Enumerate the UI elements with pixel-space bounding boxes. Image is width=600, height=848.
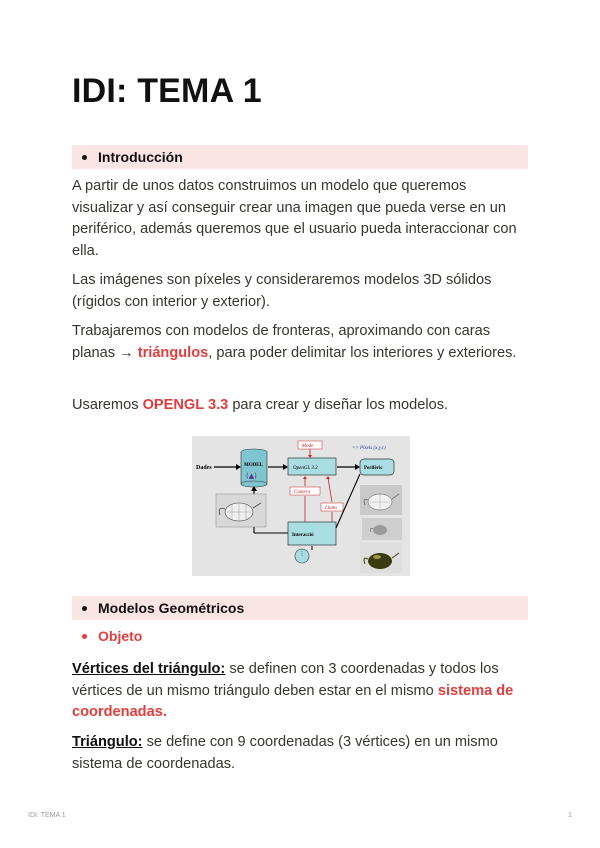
arrow-head	[303, 476, 307, 479]
paragraph-intro: A partir de unos datos construimos un modelo que queremos visualizar y así conseguir crear una imagen que pueda verse en un periférico, además queremos que el usuario pueda interaccionar con ella.	[72, 178, 517, 259]
section-introduccion	[72, 145, 528, 169]
label-camera: Camera	[294, 490, 311, 495]
label-periferic: Perifèric	[364, 466, 383, 471]
teapot-flat-icon	[362, 518, 402, 540]
arrow-head	[308, 455, 312, 458]
arrow-head	[283, 464, 288, 470]
section-label: Modelos Geométricos	[98, 600, 245, 616]
paragraph-imagenes: Las imágenes son píxeles y consideraremos modelos 3D sólidos (rígidos con interior y exterior).	[72, 272, 492, 310]
paragraph-opengl	[72, 395, 528, 417]
paragraph-vertices	[72, 659, 528, 724]
highlight-triangulos: triángulos	[137, 344, 209, 361]
label-pixels: => Píxels (x,y,c)	[352, 446, 386, 451]
label-opengl: OpenGL 3.3	[293, 466, 318, 471]
bullet-dot	[82, 155, 87, 160]
paragraph-fronteras	[72, 321, 528, 364]
pipeline-diagram-svg	[192, 436, 410, 576]
arrow	[336, 474, 360, 528]
text: Trabajaremos con modelos de fronteras, aproximando con caras planas →	[72, 323, 491, 361]
page-title: IDI: TEMA 1	[72, 72, 262, 110]
highlight-opengl: OPENGL 3.3	[142, 397, 229, 413]
term-triangulo: Triángulo:	[72, 734, 143, 750]
teapot-wire-icon	[216, 494, 266, 527]
footer-title: IDI: TEMA 1	[28, 812, 66, 819]
label-interaccio: Interacció	[292, 533, 314, 538]
bullet-objeto	[82, 628, 142, 644]
label-dades: Dades	[196, 465, 212, 471]
arrow-head	[355, 464, 360, 470]
text: para crear y diseñar los modelos.	[228, 397, 449, 413]
text: se definen con 3 coordenadas y todos los vértices de un mismo triángulo deben estar en el mismo	[72, 661, 499, 699]
arrow	[328, 478, 332, 502]
label-llums: Llums	[325, 506, 338, 511]
text: se define con 9 coordenadas (3 vértices) en un mismo sistema de coordenadas.	[72, 734, 498, 772]
label-model: MODEL	[244, 463, 263, 468]
text: , para poder delimitar los interiores y exteriores.	[208, 344, 517, 361]
highlight-sistema: sistema de coordenadas.	[72, 682, 514, 720]
term-vertices: Vértices del triángulo:	[72, 661, 226, 677]
section-modelos-geometricos	[72, 596, 528, 620]
model-glyph: (▲)	[246, 472, 257, 480]
teapot-shaded-icon	[360, 543, 402, 573]
objeto-label: Objeto	[98, 628, 143, 644]
section-label: Introducción	[98, 149, 183, 165]
paragraph-triangulo	[72, 732, 528, 775]
pipeline-diagram	[192, 436, 410, 576]
label-mode: Mode	[302, 444, 314, 449]
arrow-head	[326, 476, 330, 479]
bullet-dot	[82, 634, 87, 639]
bullet-dot	[82, 606, 87, 611]
arrow-head	[236, 464, 241, 470]
page-number: 1	[568, 812, 572, 819]
teapot-mesh-icon	[360, 485, 402, 515]
text: Usaremos	[72, 397, 143, 413]
